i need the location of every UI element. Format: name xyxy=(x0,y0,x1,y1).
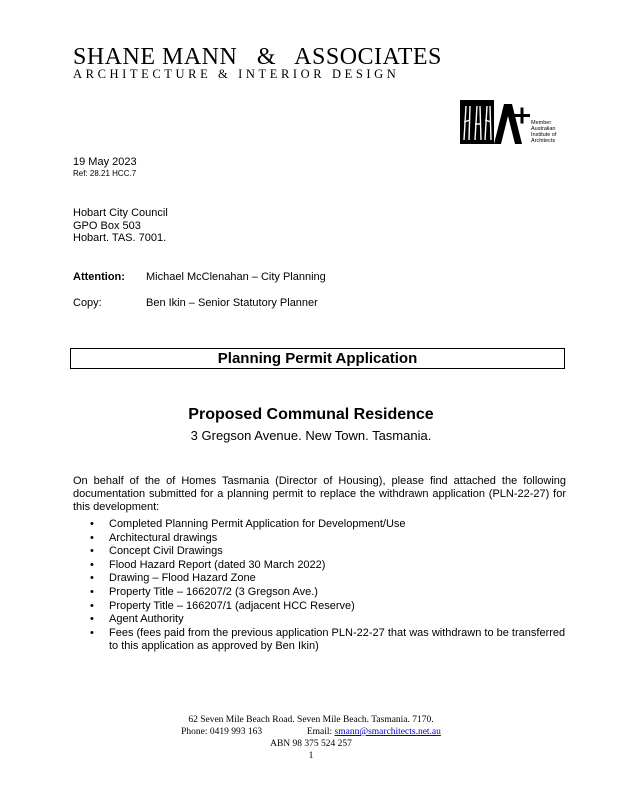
footer-abn: ABN 98 375 524 257 xyxy=(270,739,352,749)
logo-letter-a-icon xyxy=(494,104,522,144)
list-item: • Architectural drawings xyxy=(90,532,566,546)
copy-label: Copy: xyxy=(73,297,102,309)
list-item: • Drawing – Flood Hazard Zone xyxy=(90,572,566,586)
letter-date: 19 May 2023 xyxy=(73,156,137,168)
attention-label: Attention: xyxy=(73,271,125,283)
list-item: • Flood Hazard Report (dated 30 March 2022) xyxy=(90,559,566,573)
list-item: • Completed Planning Permit Application for Development/Use xyxy=(90,518,566,532)
footer-address: 62 Seven Mile Beach Road. Seven Mile Beach. Tasmania. 7170. xyxy=(188,715,434,725)
recipient-line: GPO Box 503 xyxy=(73,219,141,232)
list-item: • Property Title – 166207/2 (3 Gregson Ave.) xyxy=(90,586,566,600)
footer xyxy=(0,714,622,762)
intro-paragraph: On behalf of the of Homes Tasmania (Director of Housing), please find attached the following documentation submitted for a planning permit to replace the withdrawn application (PLN-22-27) for this development: xyxy=(73,475,566,513)
logo-plus-v xyxy=(521,108,524,124)
footer-phone: Phone: 0419 993 163 xyxy=(181,727,263,737)
attachments-list xyxy=(90,518,566,654)
footer-contact xyxy=(0,726,622,738)
list-item: • Agent Authority xyxy=(90,613,566,627)
recipient-line: Hobart City Council xyxy=(73,207,168,219)
list-item: • Fees (fees paid from the previous application PLN-22-27 that was withdrawn to be transferred to this application as approved by Ben Ikin) xyxy=(90,627,566,654)
logo-label-line: Architects xyxy=(531,138,556,144)
list-item: • Concept Civil Drawings xyxy=(90,545,566,559)
recipient-line: Hobart. TAS. 7001. xyxy=(73,232,167,244)
aia-member-label xyxy=(531,120,556,144)
letter-ref: Ref: 28.21 HCC.7 xyxy=(73,169,137,178)
document-title: Planning Permit Application xyxy=(70,348,565,369)
logo-label-line: Australian xyxy=(531,126,556,132)
recipient-address xyxy=(73,207,168,245)
project-title: Proposed Communal Residence xyxy=(188,406,434,423)
project-address: 3 Gregson Avenue. New Town. Tasmania. xyxy=(190,428,432,443)
firm-tagline: ARCHITECTURE & INTERIOR DESIGN xyxy=(73,67,400,81)
list-item: • Property Title – 166207/1 (adjacent HCC Reserve) xyxy=(90,600,566,614)
footer-email-label: Email: xyxy=(306,727,333,737)
footer-email-link[interactable]: smann@smarchitects.net.au xyxy=(334,727,441,737)
logo-label-line: Member xyxy=(531,120,552,126)
firm-name: SHANE MANN & ASSOCIATES xyxy=(73,44,442,70)
logo-label-line: Institute of xyxy=(531,132,557,138)
attention-value: Michael McClenahan – City Planning xyxy=(146,271,326,283)
page-number: 1 xyxy=(308,751,314,761)
copy-value: Ben Ikin – Senior Statutory Planner xyxy=(146,297,318,309)
